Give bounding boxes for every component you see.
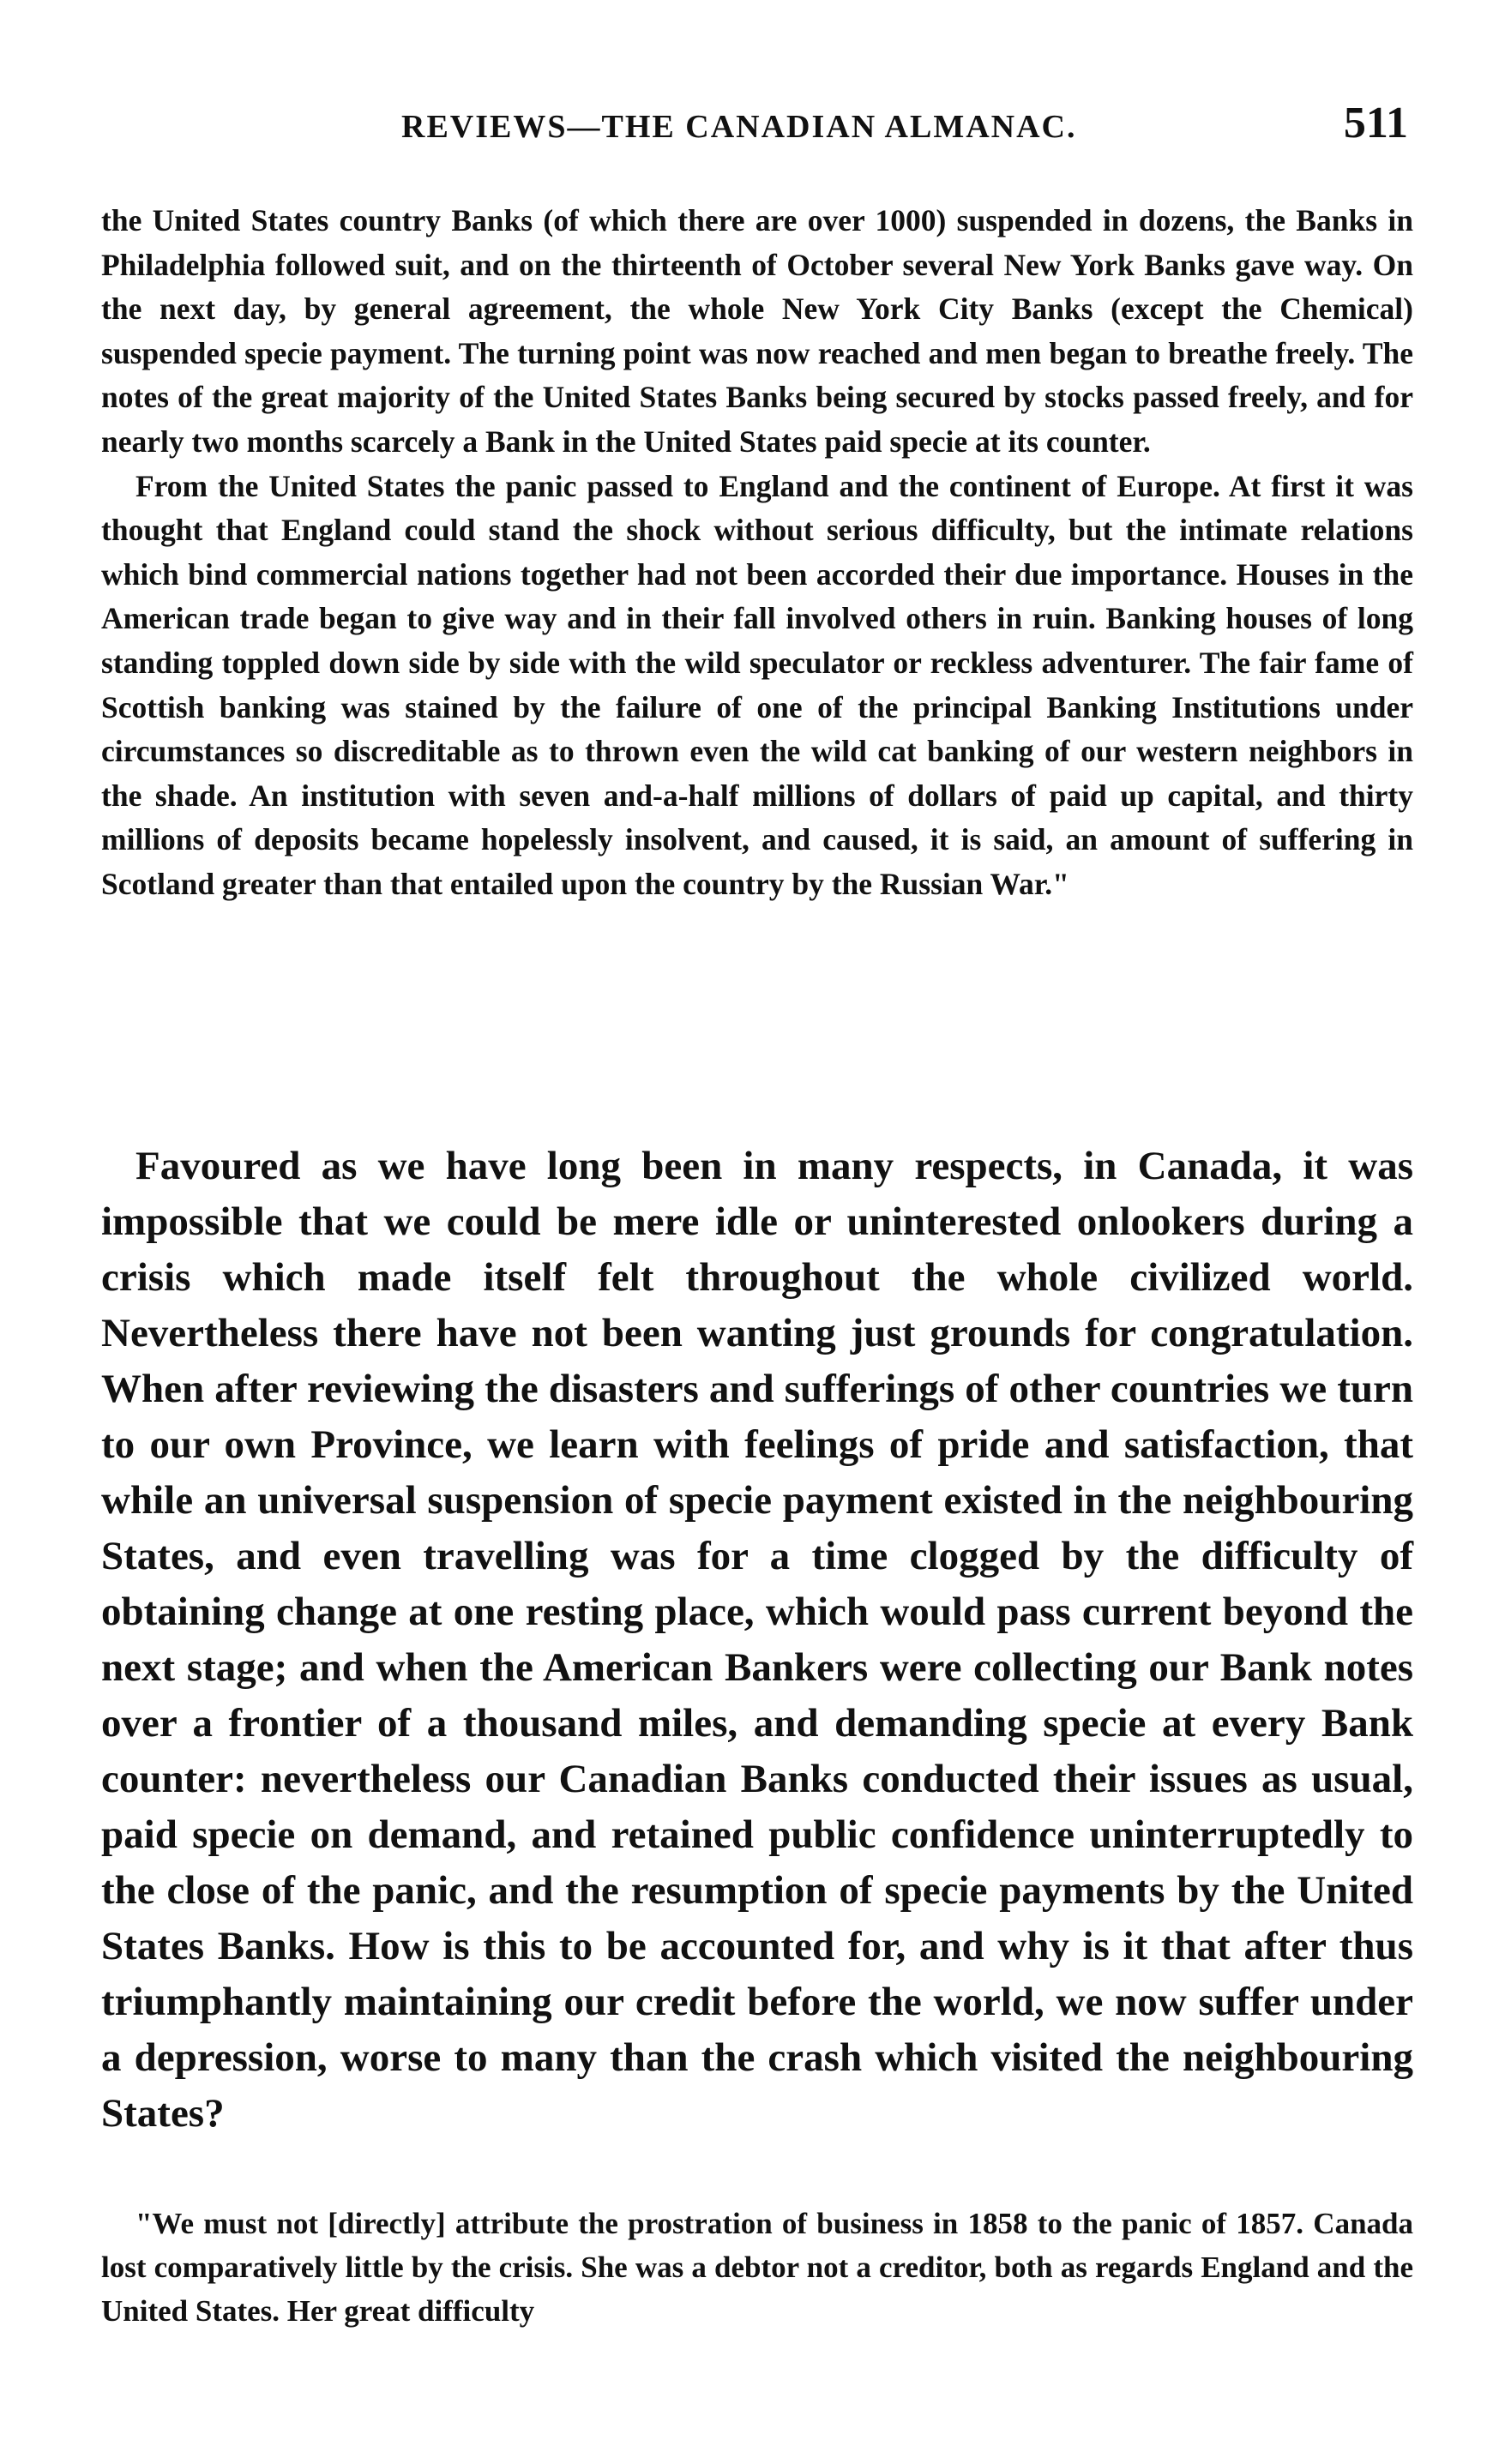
quoted-passage: [101, 199, 1413, 907]
quote-paragraph-2: From the United States the panic passed to England and the continent of Europe. At first it was thought that England could stand the shock without serious difficulty, but the intimate relations which bind commercial nations together had not been accorded their due importance. Houses in the American trade began to give way and in their fall involved others in ruin. Banking houses of long standing toppled down side by side with the wild speculator or reckless adventurer. The fair fame of Scottish banking was stained by the failure of one of the principal Banking Institutions under circumstances so discreditable as to thrown even the wild cat banking of our western neighbors in the shade. An institution with seven and-a-half millions of dollars of paid up capital, and thirty millions of deposits became hopelessly insolvent, and caused, it is said, an amount of suffering in Scotland greater than that entailed upon the country by the Russian War.": [101, 468, 1413, 901]
running-head: REVIEWS—THE CANADIAN ALMANAC.: [401, 109, 1077, 145]
page-number: 511: [1343, 99, 1408, 147]
main-text: [101, 1139, 1413, 2142]
quote-paragraph-1: the United States country Banks (of which there are over 1000) suspended in dozens, the Banks in Philadelphia followed suit, and on the thirteenth of October several New York Banks gave way. On the next day, by general agreement, the whole New York City Banks (except the Chemical) suspended specie payment. The turning point was now reached and men began to breathe freely. The notes of the great majority of the United States Banks being secured by stocks passed freely, and for nearly two months scarcely a Bank in the United States paid specie at its counter.: [101, 203, 1413, 459]
quoted-footnote-passage: [101, 2202, 1413, 2333]
footnote-paragraph: "We must not [directly] attribute the prostration of business in 1858 to the panic of 1857. Canada lost comparatively little by the crisis. She was a debtor not a creditor, both as regards England and the United States. Her great difficulty: [101, 2207, 1413, 2328]
main-paragraph: Favoured as we have long been in many respects, in Canada, it was impossible that we could be mere idle or uninterested onlookers during a crisis which made itself felt throughout the whole civilized world. Nevertheless there have not been wanting just grounds for congratulation. When after reviewing the disasters and sufferings of other countries we turn to our own Province, we learn with feelings of pride and satisfaction, that while an universal suspension of specie payment existed in the neighbouring States, and even travelling was for a time clogged by the difficulty of obtaining change at one resting place, which would pass current beyond the next stage; and when the American Bankers were collecting our Bank notes over a frontier of a thousand miles, and demanding specie at every Bank counter: nevertheless our Canadian Banks conducted their issues as usual, paid specie on demand, and retained public confidence uninterruptedly to the close of the panic, and the resumption of specie payments by the United States Banks. How is this to be accounted for, and why is it that after thus triumphantly maintaining our credit before the world, we now suffer under a depression, worse to many than the crash which visited the neighbouring States?: [101, 1144, 1413, 2136]
page-header: [101, 96, 1413, 156]
